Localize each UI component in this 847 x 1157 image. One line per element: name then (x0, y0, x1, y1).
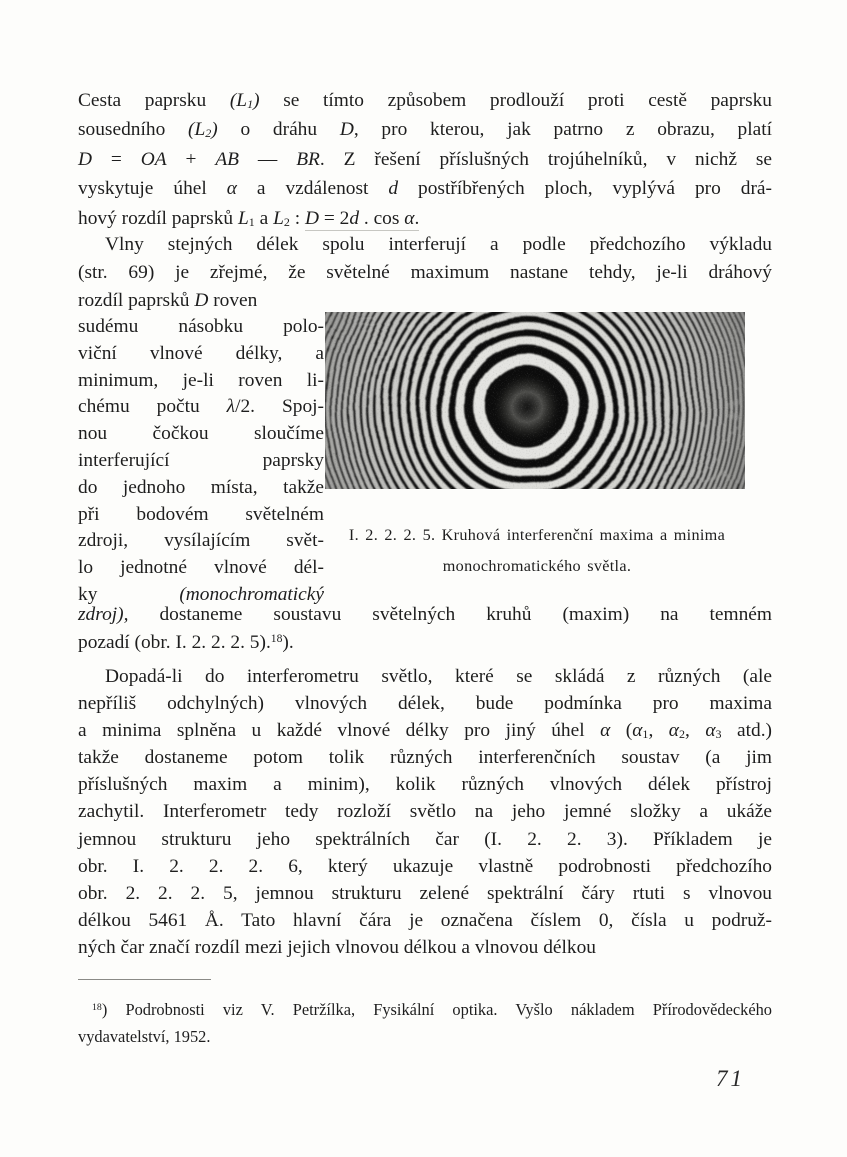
text-line: Cesta paprsku $(L_1)$ se tímto způsobem prodlouží proti cestě paprsku (78, 90, 773, 112)
text-line: Vlny stejných délek spolu interferují a podle předchozího výkladu (105, 234, 772, 255)
text-line: viční vlnové délky, a (78, 342, 324, 364)
text-line: rozdíl paprsků D roven (78, 290, 258, 311)
text-line: vydavatelství, 1952. (78, 1027, 211, 1047)
paragraph-interference-outro (78, 601, 772, 656)
text-line: D = OA + AB — BR. Z řešení příslušných trojúhelníků, v nichž se (78, 148, 772, 170)
text-line: jemnou strukturu jeho spektrálních čar (I. 2. 2. 3). Příkladem je (78, 828, 772, 850)
text-line: a minima splněna u každé vlnové délky pro jiný úhel α ($\alpha_1$, $\alpha_2$, $\alpha_3$ atd.) (78, 720, 773, 742)
text-line: do jednoho místa, takže (78, 476, 324, 498)
text-line: obr. 2. 2. 2. 5, jemnou strukturu zelené spektrální čáry rtuti s vlnovou (78, 882, 772, 904)
footnote-separator (78, 979, 211, 980)
figure-interference-rings (325, 312, 745, 489)
text-line: zdroj), dostaneme soustavu světelných kruhů (maxim) na temném (78, 604, 772, 625)
text-line: pozadí (obr. I. 2. 2. 2. 5).$^{18}$). (78, 631, 294, 653)
text-line: obr. I. 2. 2. 2. 6, který ukazuje vlastně podrobnosti předchozího (78, 855, 772, 877)
text-line: nepříliš odchylných) vlnových délek, bude podmínka pro maxima (78, 693, 772, 715)
text-line: $^{18}$) Podrobnosti viz V. Petržílka, Fysikální optika. Vyšlo nákladem Přírodovědeckého (92, 1000, 772, 1019)
text-line: sudému násobku polo- (78, 316, 324, 337)
text-line: při bodovém světelném (78, 503, 324, 525)
text-line: (str. 69) je zřejmé, že světelné maximum nastane tehdy, je-li dráhový (78, 262, 772, 283)
interference-photo (325, 312, 745, 489)
film-grain-dark (325, 312, 745, 489)
text-line: lo jednotné vlnové dél- (78, 557, 324, 579)
text-line: ky (monochromatický (78, 583, 324, 605)
footnote-reference (78, 996, 772, 1051)
paragraph-path-difference (78, 86, 772, 233)
text-line: sousedního $(L_2)$ o dráhu D, pro kterou, jak patrno z obrazu, platí (78, 119, 772, 141)
text-line: takže dostaneme potom tolik různých interferenčních soustav (a jim (78, 747, 772, 769)
text-line: hový rozdíl paprsků $L_1$ a $L_2$ : D = 2d . cos α. (78, 207, 420, 229)
text-line: zdroji, vysílajícím svět- (78, 530, 324, 552)
text-line: délkou 5461 Å. Tato hlavní čára je označena číslem 0, čísla u podruž- (78, 909, 772, 931)
caption-line: monochromatického světla. (442, 557, 632, 575)
text-line: interferující paprsky (78, 449, 324, 471)
page-number: 71 (716, 1066, 745, 1091)
paragraph-interference-intro (78, 231, 772, 315)
text-line: nou čočkou sloučíme (78, 423, 324, 445)
text-line: vyskytuje úhel α a vzdálenost d postříbřených ploch, vyplývá pro drá- (78, 178, 772, 200)
caption-line: I. 2. 2. 2. 5. Kruhová interferenční maxima a minima (348, 526, 726, 544)
paragraph-interference-narrow-column (78, 314, 324, 609)
text-line: příslušných maxim a minim), kolik různých vlnových délek přístroj (78, 774, 772, 796)
text-line: minimum, je-li roven li- (78, 369, 324, 391)
figure-caption (300, 520, 774, 582)
text-line: Dopadá-li do interferometru světlo, které se skládá z různých (ale (105, 666, 772, 687)
paragraph-interferometer-spectrum (78, 663, 772, 961)
text-line: chému počtu λ/2. Spoj- (78, 396, 324, 418)
text-line: zachytil. Interferometr tedy rozloží světlo na jeho jemné složky a ukáže (78, 801, 772, 823)
text-line: ných čar značí rozdíl mezi jejich vlnovou délkou a vlnovou délkou (78, 936, 596, 958)
